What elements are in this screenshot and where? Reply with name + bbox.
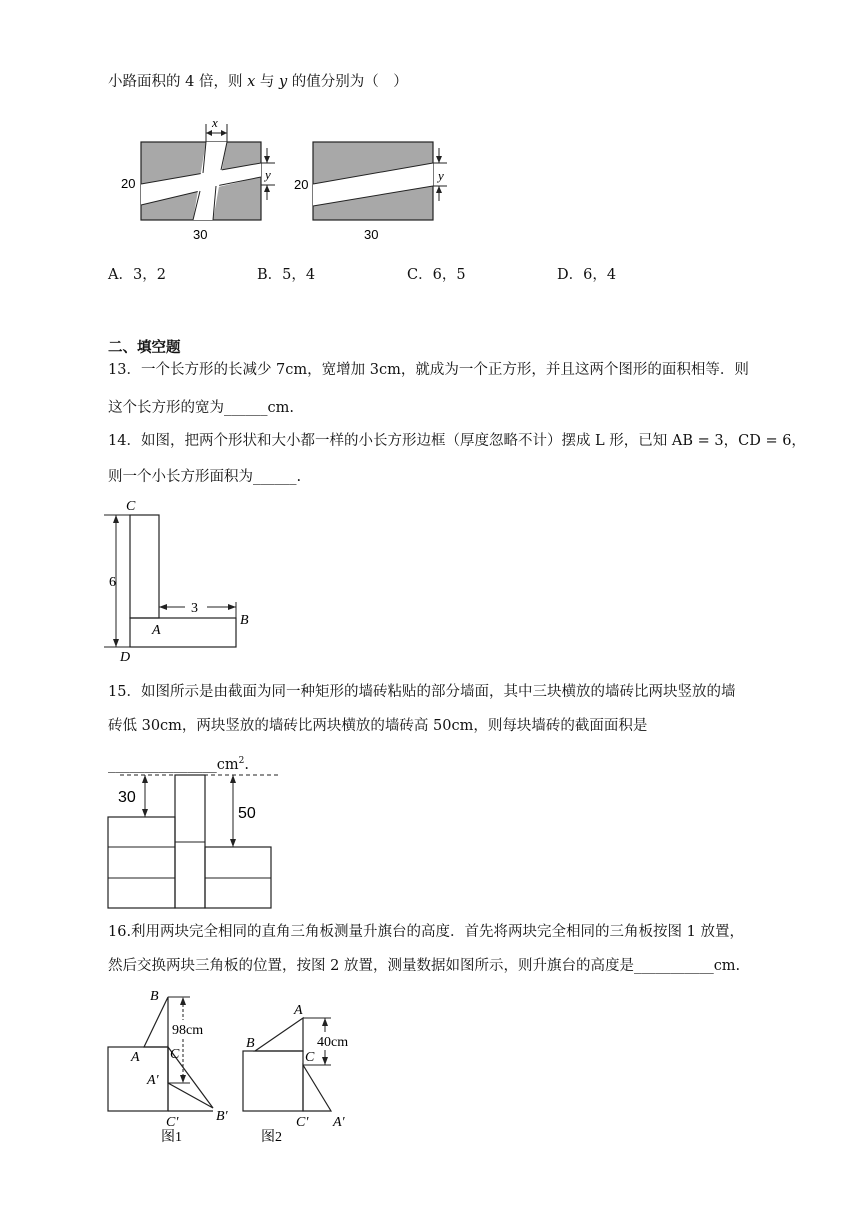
fig-right-y-label: y: [438, 168, 444, 183]
q15-label-30: 30: [118, 789, 136, 806]
fig-left-x-label: x: [212, 115, 218, 130]
q15-line3: $\_\_\_\_\_\_\_\_\_\_\_\_\_\_\_cm^2$.: [108, 756, 249, 773]
q14-point-a: A: [152, 623, 161, 638]
option-b[interactable]: B．5，4: [257, 267, 316, 283]
fig-right-height-label: 20: [294, 177, 309, 192]
fig-left-width-label: 30: [193, 227, 208, 242]
fig2-measure: 40cm: [317, 1035, 349, 1050]
fig2-point-a: A: [294, 1003, 303, 1018]
option-c[interactable]: C．6，5: [407, 267, 466, 283]
fig-right-width-label: 30: [364, 227, 379, 242]
fig2-point-c: C: [305, 1050, 315, 1065]
q14-line2: 则一个小长方形面积为______.: [108, 469, 302, 485]
q15-label-50: 50: [238, 805, 256, 822]
q13-line1: 13．一个长方形的长减少 7cm，宽增加 3cm，就成为一个正方形，并且这两个图形的面积相等．则: [108, 362, 749, 378]
fig2-point-c2: C′: [296, 1115, 309, 1130]
fig1-point-a2: A′: [147, 1073, 159, 1088]
fig2-point-b: B: [246, 1036, 255, 1051]
fig1-point-c2: C′: [166, 1115, 179, 1130]
q13-line2: 这个长方形的宽为______cm.: [108, 400, 294, 416]
fig1-point-a: A: [131, 1050, 140, 1065]
section-heading: 二、填空题: [108, 339, 181, 356]
q14-line1: 14．如图，把两个形状和大小都一样的小长方形边框（厚度忽略不计）摆成 L 形，已知 AB = 3，CD = 6，: [108, 433, 806, 449]
fig-left-y-label: y: [265, 167, 271, 182]
q14-point-b: B: [240, 613, 249, 628]
q12-stem-tail: 小路面积的 4 倍，则 x 与 y 的值分别为（ ）: [108, 74, 408, 90]
q14-point-c: C: [126, 499, 136, 514]
q14-point-d: D: [120, 650, 131, 665]
fig2-point-a2: A′: [333, 1115, 345, 1130]
fig1-measure: 98cm: [172, 1023, 204, 1038]
option-d[interactable]: D．6，4: [557, 267, 617, 283]
q16-line1: 16.利用两块完全相同的直角三角板测量升旗台的高度．首先将两块完全相同的三角板按图 1 放置，: [108, 924, 744, 940]
fig1-point-b: B: [150, 989, 159, 1004]
q15-line1: 15．如图所示是由截面为同一种矩形的墙砖粘贴的部分墙面，其中三块横放的墙砖比两块竖放的墙: [108, 684, 736, 700]
q14-six-label: 6: [109, 575, 116, 590]
fig1-point-b2: B′: [216, 1109, 228, 1124]
fig1-point-c: C: [170, 1047, 180, 1062]
fig2-caption: 图2: [261, 1130, 282, 1145]
q15-line2: 砖低 30cm，两块竖放的墙砖比两块横放的墙砖高 50cm，则每块墙砖的截面面积是: [108, 718, 648, 734]
option-a[interactable]: A．3，2: [108, 267, 166, 283]
q16-line2: 然后交换两块三角板的位置，按图 2 放置，测量数据如图所示，则升旗台的高度是___________cm.: [108, 958, 741, 974]
q14-three-label: 3: [191, 601, 198, 616]
fig1-caption: 图1: [161, 1130, 182, 1145]
fig-left-height-label: 20: [121, 176, 136, 191]
